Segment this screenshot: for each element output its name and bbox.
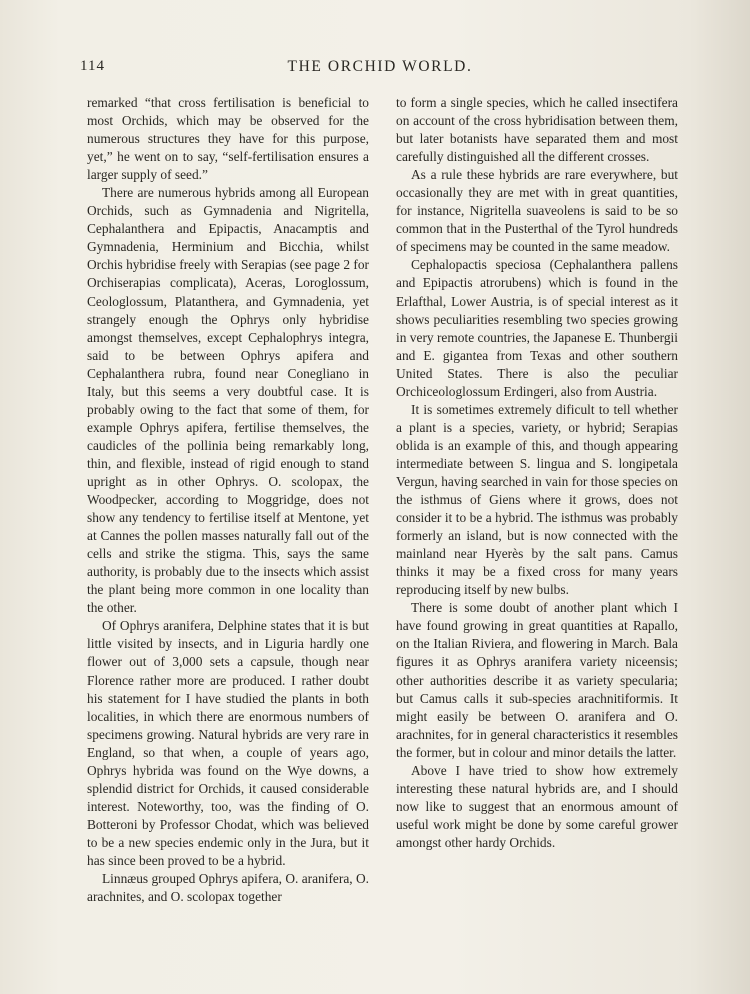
paragraph: Above I have tried to show how extremely interesting these natural hybrids are, and I should now like to suggest that an enormous amount of useful work might be done by some careful grower amongst other hardy Orchids. <box>396 762 678 850</box>
paragraph: Linnæus grouped Ophrys apifera, O. aranifera, O. arachnites, and O. scolopax together <box>87 871 369 905</box>
paragraph: It is sometimes extremely dificult to tell whether a plant is a species, variety, or hybrid; Serapias oblida is an example of this, and though appearing intermediate between S. lingua and S. longipetala Vergun, having searched in vain for those species on the isthmus of Giens where it grows, does not consider it to be a hybrid. The isthmus was probably formerly an island, but is now connected with the mainland near Hyerès by the salt pans. Camus thinks it may be a fixed cross for many years reproducing itself by new bulbs. <box>396 401 678 598</box>
right-column <box>396 94 678 852</box>
paragraph: There are numerous hybrids among all European Orchids, such as Gymnadenia and Nigritella, Cephalanthera and Epipactis, Anacamptis and Gymnadenia, Herminium and Bicchia, whilst Orchis hybridise freely with Serapias (see page 2 for Orchiserapias complicata), Aceras, Loroglossum, Ceologlossum, Platanthera, and Gymnadenia, yet strangely enough the Ophrys only hybridise amongst themselves, except Cephalophrys integra, said to be between Ophrys apifera and Cephalanthera rubra, found near Conegliano in Italy, but this seems a very doubtful case. It is probably owing to the fact that some of them, for example Ophrys apifera, fertilise themselves, the caudicles of the pollinia being remarkably long, thin, and flexible, instead of rigid enough to stand upright as in other Ophrys. O. scolopax, the Woodpecker, according to Moggridge, does not show any tendency to fertilise itself at Mentone, yet at Cannes the pollen masses naturally fall out of the cells and strike the stigma. This, says the same authority, is probably due to the insects which assist the plant being more common in one locality than the other. <box>87 185 369 616</box>
page-number: 114 <box>80 58 105 74</box>
paragraph: As a rule these hybrids are rare everywhere, but occasionally they are met with in great quantities, for instance, Nigritella suaveolens is said to be so common that in the Pusterthal of the Tyrol hundreds of specimens may be counted in the same meadow. <box>396 167 678 255</box>
page-header <box>80 58 680 78</box>
paragraph: There is some doubt of another plant which I have found growing in great quantities at Rapallo, on the Italian Riviera, and flowering in March. Bala figures it as Ophrys aranifera variety niceensis; other authorities describe it as variety specularia; but Camus calls it sub-species arachnitiformis. It might easily be between O. aranifera and O. arachnites, for in general characteristics it resembles the former, but in colour and minor details the latter. <box>396 600 678 760</box>
paragraph: Cephalopactis speciosa (Cephalanthera pallens and Epipactis atrorubens) which is found in the Erlafthal, Lower Austria, is of special interest as it shows peculiarities resembling two species growing in very remote countries, the Japanese E. Thunbergii and E. gigantea from Texas and other southern United States. There is also the peculiar Orchiceologlossum Erdingeri, also from Austria. <box>396 257 678 399</box>
paragraph: remarked “that cross fertilisation is beneficial to most Orchids, which may be observed for the numerous structures they have for this purpose, yet,” he went on to say, “self-fertilisation ensures a larger supply of seed.” <box>87 95 369 183</box>
left-column <box>87 94 369 906</box>
paragraph: Of Ophrys aranifera, Delphine states that it is but little visited by insects, and in Liguria hardly one flower out of 3,000 sets a capsule, though near Florence rather more are produced. I rather doubt his statement for I have studied the plants in both localities, in which there are enormous numbers of specimens growing. Natural hybrids are very rare in England, so that when, a couple of years ago, Ophrys hybrida was found on the Wye downs, a splendid district for Orchids, it caused considerable interest. Noteworthy, too, was the finding of O. Botteroni by Professor Chodat, which was believed to be a new species endemic only in the Jura, but it has since been proved to be a hybrid. <box>87 618 369 868</box>
paragraph: to form a single species, which he called insectifera on account of the cross hybridisation between them, but later botanists have separated them and most carefully distinguished all the different crosses. <box>396 95 678 165</box>
running-title: THE ORCHID WORLD. <box>287 58 473 75</box>
